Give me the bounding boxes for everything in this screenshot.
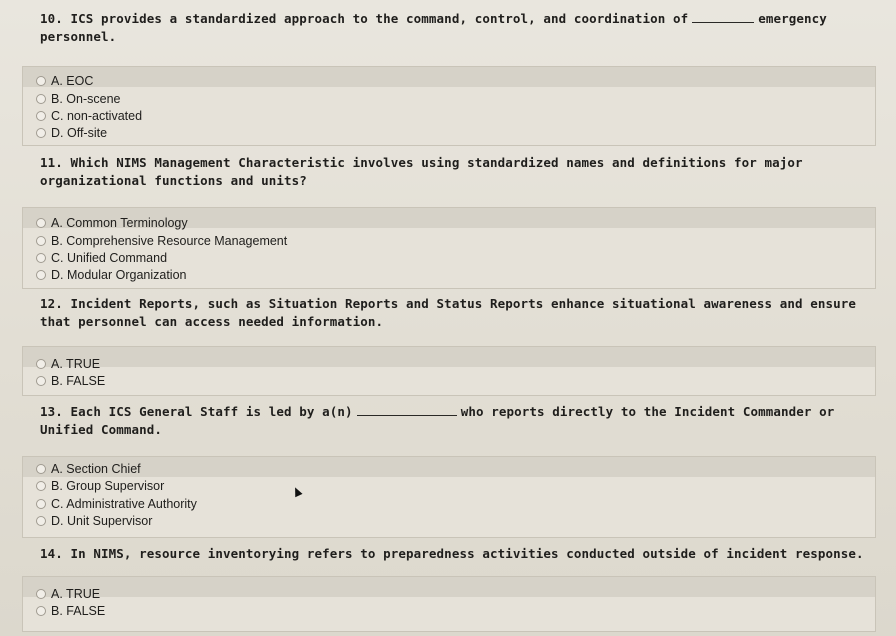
question-text-part: Incident Reports, such as Situation Reports and Status Reports enhance situational awareness and ensure that personnel can access needed information. — [40, 296, 856, 329]
option-label: D. Modular Organization — [51, 268, 187, 282]
radio-button[interactable] — [36, 499, 46, 509]
question-text-part: emergency personnel. — [40, 11, 827, 44]
option-a[interactable] — [23, 585, 423, 603]
question-number: 10. — [40, 11, 63, 26]
options-box — [22, 66, 876, 146]
radio-button[interactable] — [36, 376, 46, 386]
question-number: 13. — [40, 404, 63, 419]
option-a[interactable] — [23, 214, 423, 232]
radio-button[interactable] — [36, 359, 46, 369]
radio-button[interactable] — [36, 516, 46, 526]
option-d[interactable] — [23, 266, 423, 284]
option-label: A. Section Chief — [51, 462, 141, 476]
question-text-part: who reports directly to the Incident Commander or Unified Command. — [40, 404, 835, 437]
radio-button[interactable] — [36, 270, 46, 280]
option-c[interactable] — [23, 495, 423, 513]
question-text — [40, 545, 870, 563]
question-number: 12. — [40, 296, 63, 311]
radio-button[interactable] — [36, 253, 46, 263]
radio-button[interactable] — [36, 236, 46, 246]
option-b[interactable] — [23, 90, 423, 108]
option-label: D. Off-site — [51, 126, 108, 140]
option-label: A. TRUE — [51, 357, 101, 371]
radio-button[interactable] — [36, 76, 46, 86]
option-b[interactable] — [23, 232, 423, 250]
option-label: B. FALSE — [51, 374, 106, 388]
question-text — [40, 10, 870, 46]
radio-button[interactable] — [36, 128, 46, 138]
option-label: A. TRUE — [51, 587, 101, 601]
question-number: 11. — [40, 155, 63, 170]
option-label: B. Comprehensive Resource Management — [51, 234, 288, 248]
options-box — [22, 346, 876, 396]
question-text-part: In NIMS, resource inventorying refers to preparedness activities conducted outside of incident response. — [70, 546, 864, 561]
option-label: C. Administrative Authority — [51, 497, 197, 511]
option-a[interactable] — [23, 355, 423, 373]
answer-blank — [357, 404, 457, 416]
answer-blank — [692, 11, 754, 23]
radio-button[interactable] — [36, 464, 46, 474]
radio-button[interactable] — [36, 481, 46, 491]
radio-button[interactable] — [36, 589, 46, 599]
question-text — [40, 403, 870, 439]
radio-button[interactable] — [36, 111, 46, 121]
option-d[interactable] — [23, 512, 423, 530]
option-a[interactable] — [23, 72, 423, 90]
option-label: B. FALSE — [51, 604, 106, 618]
radio-button[interactable] — [36, 218, 46, 228]
options-box — [22, 576, 876, 632]
option-d[interactable] — [23, 124, 423, 142]
option-label: D. Unit Supervisor — [51, 514, 153, 528]
option-a[interactable] — [23, 460, 423, 478]
question-text — [40, 295, 870, 331]
radio-button[interactable] — [36, 606, 46, 616]
option-c[interactable] — [23, 249, 423, 267]
question-text-part: Each ICS General Staff is led by a(n) — [70, 404, 353, 419]
option-b[interactable] — [23, 477, 423, 495]
options-box — [22, 207, 876, 289]
option-label: C. non-activated — [51, 109, 143, 123]
question-text — [40, 154, 870, 190]
radio-button[interactable] — [36, 94, 46, 104]
option-label: A. Common Terminology — [51, 216, 188, 230]
options-box — [22, 456, 876, 538]
question-text-part: ICS provides a standardized approach to the command, control, and coordination of — [70, 11, 689, 26]
option-b[interactable] — [23, 602, 423, 620]
option-label: C. Unified Command — [51, 251, 168, 265]
option-label: B. Group Supervisor — [51, 479, 165, 493]
option-label: A. EOC — [51, 74, 94, 88]
option-c[interactable] — [23, 107, 423, 125]
question-text-part: Which NIMS Management Characteristic involves using standardized names and definitions for major organizational functions and units? — [40, 155, 803, 188]
question-number: 14. — [40, 546, 63, 561]
option-b[interactable] — [23, 372, 423, 390]
option-label: B. On-scene — [51, 92, 121, 106]
